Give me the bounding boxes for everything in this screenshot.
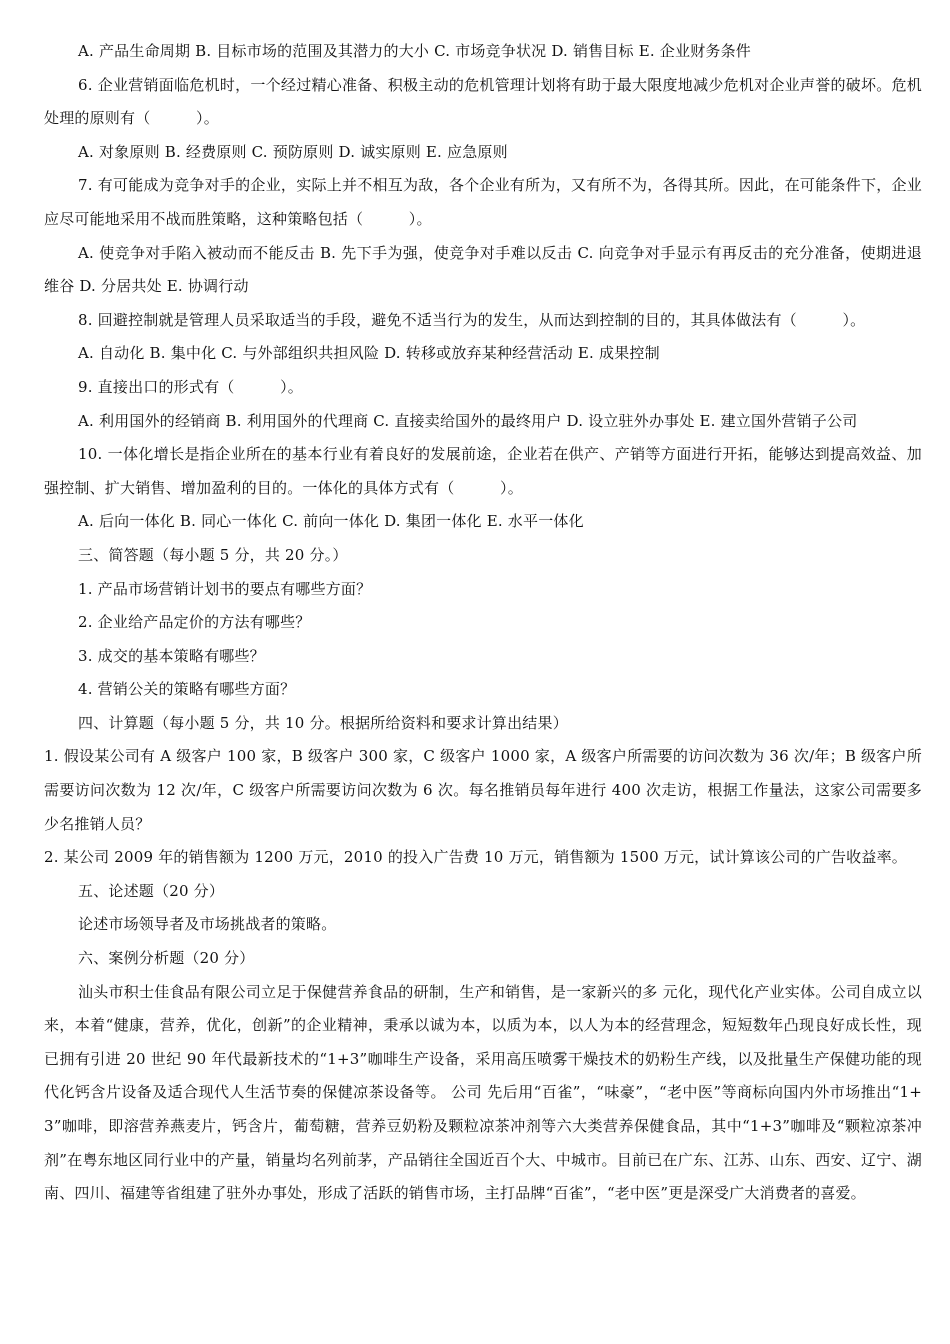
short-answer-1: 1. 产品市场营销计划书的要点有哪些方面？	[78, 579, 372, 598]
q7-options: A. 使竞争对手陷入被动而不能反击 B. 先下手为强，使竞争对手难以反击 C. 向竞争对手显示有再反击的充分准备，使期进退维谷 D. 分居共处 E. 协调行动	[44, 243, 922, 296]
section5-heading: 五、论述题（20 分）	[78, 881, 225, 900]
calc-question-2: 2. 某公司 2009 年的销售额为 1200 万元，2010 的投入广告费 10 万元，销售额为 1500 万元，试计算该公司的广告收益率。	[44, 848, 907, 867]
short-answer-4: 4. 营销公关的策略有哪些方面？	[78, 680, 296, 699]
short-answer-2: 2. 企业给产品定价的方法有哪些？	[78, 613, 311, 632]
essay-question: 论述市场领导者及市场挑战者的策略。	[78, 915, 337, 934]
q7-stem: 7. 有可能成为竞争对手的企业，实际上并不相互为敌，各个企业有所为，又有所不为，各得其所。因此，在可能条件下，企业应尽可能地采用不战而胜策略，这种策略包括（ ）。	[44, 176, 922, 228]
q9-stem: 9. 直接出口的形式有（ ）。	[78, 377, 303, 396]
q5-options: A. 产品生命周期 B. 目标市场的范围及其潜力的大小 C. 市场竞争状况 D. 销售目标 E. 企业财务条件	[78, 42, 751, 60]
q8-stem: 8. 回避控制就是管理人员采取适当的手段，避免不适当行为的发生，从而达到控制的目的，其具体做法有（ ）。	[78, 310, 866, 329]
q8-options: A. 自动化 B. 集中化 C. 与外部组织共担风险 D. 转移或放弃某种经营活动 E. 成果控制	[78, 344, 660, 363]
q9-options: A. 利用国外的经销商 B. 利用国外的代理商 C. 直接卖给国外的最终用户 D. 设立驻外办事处 E. 建立国外营销子公司	[78, 411, 858, 430]
short-answer-3: 3. 成交的基本策略有哪些？	[78, 646, 265, 665]
exam-page	[44, 35, 922, 1211]
section6-heading: 六、案例分析题（20 分）	[78, 949, 255, 968]
q6-options: A. 对象原则 B. 经费原则 C. 预防原则 D. 诚实原则 E. 应急原则	[78, 142, 508, 161]
section3-heading: 三、简答题（每小题 5 分，共 20 分。）	[78, 545, 348, 564]
q10-stem: 10. 一体化增长是指企业所在的基本行业有着良好的发展前途，企业若在供产、产销等方面进行开拓，能够达到提高效益、加强控制、扩大销售、增加盈利的目的。一体化的具体方式有（ ）。	[44, 445, 922, 497]
section4-heading: 四、计算题（每小题 5 分，共 10 分。根据所给资料和要求计算出结果）	[78, 713, 568, 732]
case-text: 汕头市积士佳食品有限公司立足于保健营养食品的研制，生产和销售，是一家新兴的多 元化，现代化产业实体。公司自成立以来，本着“健康，营养，优化，创新”的企业精神，秉承以诚为本，以质为本，以人为本的经营理念，短短数年凸现良好成长性，现已拥有引进 20 世纪 90 年代最新技术的“1+3”咖啡生产设备，采用高压喷雾干燥技术的奶粉生产线，以及批量生产保健功能的现代化钙含片设备及适合现代人生活节奏的保健凉茶设备等。 公司 先后用“百雀”，“味豪”，“老中医”等商标向国内外市场推出“1+3”咖啡，即溶营养燕麦片，钙含片，葡萄糖，营养豆奶粉及颗粒凉茶冲剂等六大类营养保健食品，其中“1+3”咖啡及“颗粒凉茶冲剂”在粤东地区同行业中的产量，销量均名列前茅，产品销往全国近百个大、中城市。目前已在广东、江苏、山东、西安、辽宁、湖南、四川、福建等省组建了驻外办事处，形成了活跃的销售市场，主打品牌“百雀”，“老中医”更是深受广大消费者的喜爱。	[44, 982, 922, 1203]
calc-question-1: 1. 假设某公司有 A 级客户 100 家，B 级客户 300 家，C 级客户 1000 家，A 级客户所需要的访问次数为 36 次/年；B 级客户所需要访问次数为 12 次/年，C 级客户所需要访问次数为 6 次。每名推销员每年进行 400 次走访，根据工作量法，这家公司需要多少名推销人员？	[44, 747, 922, 833]
q6-stem: 6. 企业营销面临危机时，一个经过精心准备、积极主动的危机管理计划将有助于最大限度地减少危机对企业声誉的破坏。危机处理的原则有（ ）。	[44, 75, 922, 128]
q10-options: A. 后向一体化 B. 同心一体化 C. 前向一体化 D. 集团一体化 E. 水平一体化	[78, 512, 584, 531]
